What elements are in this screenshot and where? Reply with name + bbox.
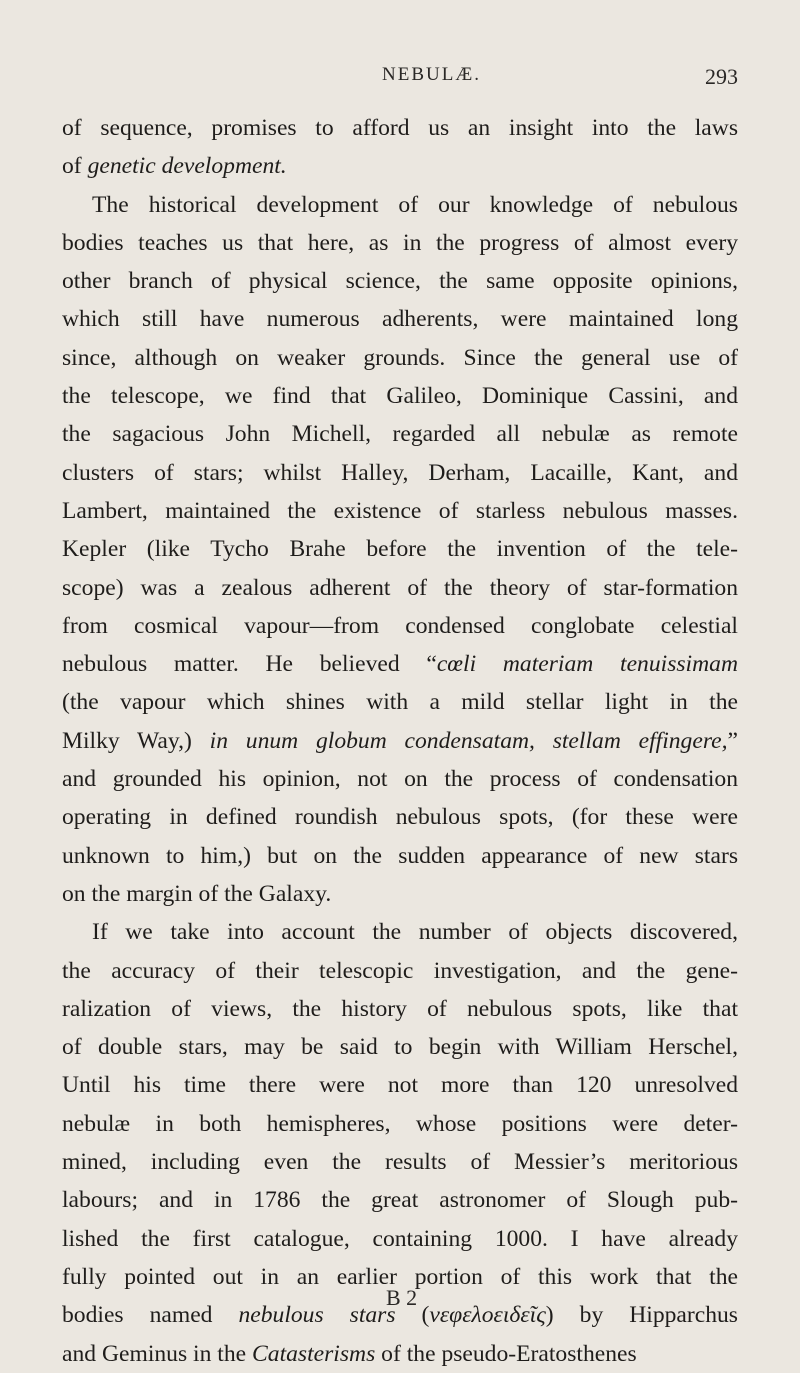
text-run: since, although on weaker grounds. Since the general use of: [62, 344, 738, 371]
text-run: from cosmical vapour—from condensed conglobate celestial: [62, 612, 738, 639]
text-line: [62, 1220, 738, 1258]
text-line: [62, 377, 738, 415]
signature-mark: B 2: [386, 1285, 418, 1310]
text-run: ralization of views, the history of nebulous spots, like that: [62, 995, 738, 1022]
text-run: of: [62, 153, 88, 180]
text-line: [62, 722, 738, 760]
text-line: [62, 760, 738, 798]
text-line: [62, 415, 738, 453]
text-line: [62, 798, 738, 836]
text-run: on the margin of the Galaxy.: [62, 880, 332, 907]
text-run: ) by Hipparchus: [545, 1302, 738, 1329]
text-run: and Geminus in the: [62, 1340, 253, 1367]
text-run: the accuracy of their telescopic investigation, and the gene-: [62, 957, 738, 984]
text-run: the telescope, we find that Galileo, Dominique Cassini, and: [62, 383, 738, 410]
text-line: [62, 1105, 738, 1143]
italic-text: cœli materiam tenuissimam: [436, 651, 738, 678]
text-run: Kepler (like Tycho Brahe before the invention of the tele-: [62, 536, 738, 563]
text-run: of double stars, may be said to begin with William Herschel,: [62, 1034, 738, 1061]
text-run: bodies named: [62, 1302, 239, 1329]
text-line: [62, 1066, 738, 1104]
text-run: and grounded his opinion, not on the process of condensation: [62, 766, 738, 793]
text-run: nebulæ in both hemispheres, whose positions were deter-: [62, 1110, 738, 1137]
text-line: [62, 1181, 738, 1219]
text-line: [62, 1028, 738, 1066]
text-run: (: [395, 1302, 430, 1329]
text-run: unknown to him,) but on the sudden appearance of new stars: [62, 842, 738, 869]
text-run: nebulous matter. He believed “: [62, 651, 437, 678]
text-run: bodies teaches us that here, as in the progress of almost every: [62, 229, 738, 256]
text-run: Milky Way,): [62, 727, 210, 754]
text-run: The historical development of our knowledge of nebulous: [92, 191, 738, 218]
text-line: [62, 645, 738, 683]
text-line: [62, 530, 738, 568]
text-run: of the pseudo-Eratosthenes: [375, 1340, 637, 1367]
italic-text: genetic development.: [87, 153, 287, 180]
text-line: [62, 1335, 738, 1373]
text-run: the sagacious John Michell, regarded all nebulæ as remote: [62, 421, 738, 448]
text-run: labours; and in 1786 the great astronomer of Slough pub-: [62, 1187, 738, 1214]
text-line: [62, 454, 738, 492]
text-run: lished the first catalogue, containing 1000. I have already: [62, 1225, 738, 1252]
text-line: [62, 492, 738, 530]
text-line: [62, 607, 738, 645]
text-run: Lambert, maintained the existence of starless nebulous masses.: [62, 497, 738, 524]
text-line: [62, 1143, 738, 1181]
italic-text: νεφελοειδεῖς: [429, 1302, 546, 1329]
text-line: [62, 224, 738, 262]
text-line: [62, 186, 738, 224]
text-run: which still have numerous adherents, were maintained long: [62, 306, 738, 333]
text-line: [62, 339, 738, 377]
text-run: clusters of stars; whilst Halley, Derham, Lacaille, Kant, and: [62, 459, 738, 486]
running-head-title: NEBULÆ.: [382, 64, 481, 85]
text-run: ”: [727, 727, 738, 754]
text-run: other branch of physical science, the same opposite opinions,: [62, 268, 738, 295]
text-run: operating in defined roundish nebulous spots, (for these were: [62, 804, 738, 831]
text-line: [62, 683, 738, 721]
text-line: [62, 109, 738, 147]
text-run: If we take into account the number of objects discovered,: [92, 919, 738, 946]
text-line: [62, 300, 738, 338]
text-run: (the vapour which shines with a mild stellar light in the: [62, 689, 738, 716]
text-line: [62, 262, 738, 300]
text-run: Until his time there were not more than 120 unresolved: [62, 1072, 738, 1099]
text-run: mined, including even the results of Messier’s meritorious: [62, 1149, 738, 1176]
running-head: [0, 64, 800, 94]
text-line: [62, 875, 738, 913]
text-run: of sequence, promises to afford us an insight into the laws: [62, 115, 738, 141]
text-line: [62, 837, 738, 875]
italic-text: in unum globum condensatam, stellam effingere,: [209, 727, 728, 754]
text-line: [62, 147, 738, 185]
text-line: [62, 990, 738, 1028]
body-text: [62, 109, 738, 1373]
text-run: fully pointed out in an earlier portion of this work that the: [62, 1263, 738, 1290]
text-line: [62, 569, 738, 607]
text-run: scope) was a zealous adherent of the theory of star-formation: [62, 574, 738, 601]
text-line: [62, 952, 738, 990]
italic-text: nebulous stars: [238, 1302, 396, 1329]
italic-text: Catasterisms: [252, 1340, 376, 1367]
text-line: [62, 913, 738, 951]
page-number: 293: [705, 64, 738, 89]
